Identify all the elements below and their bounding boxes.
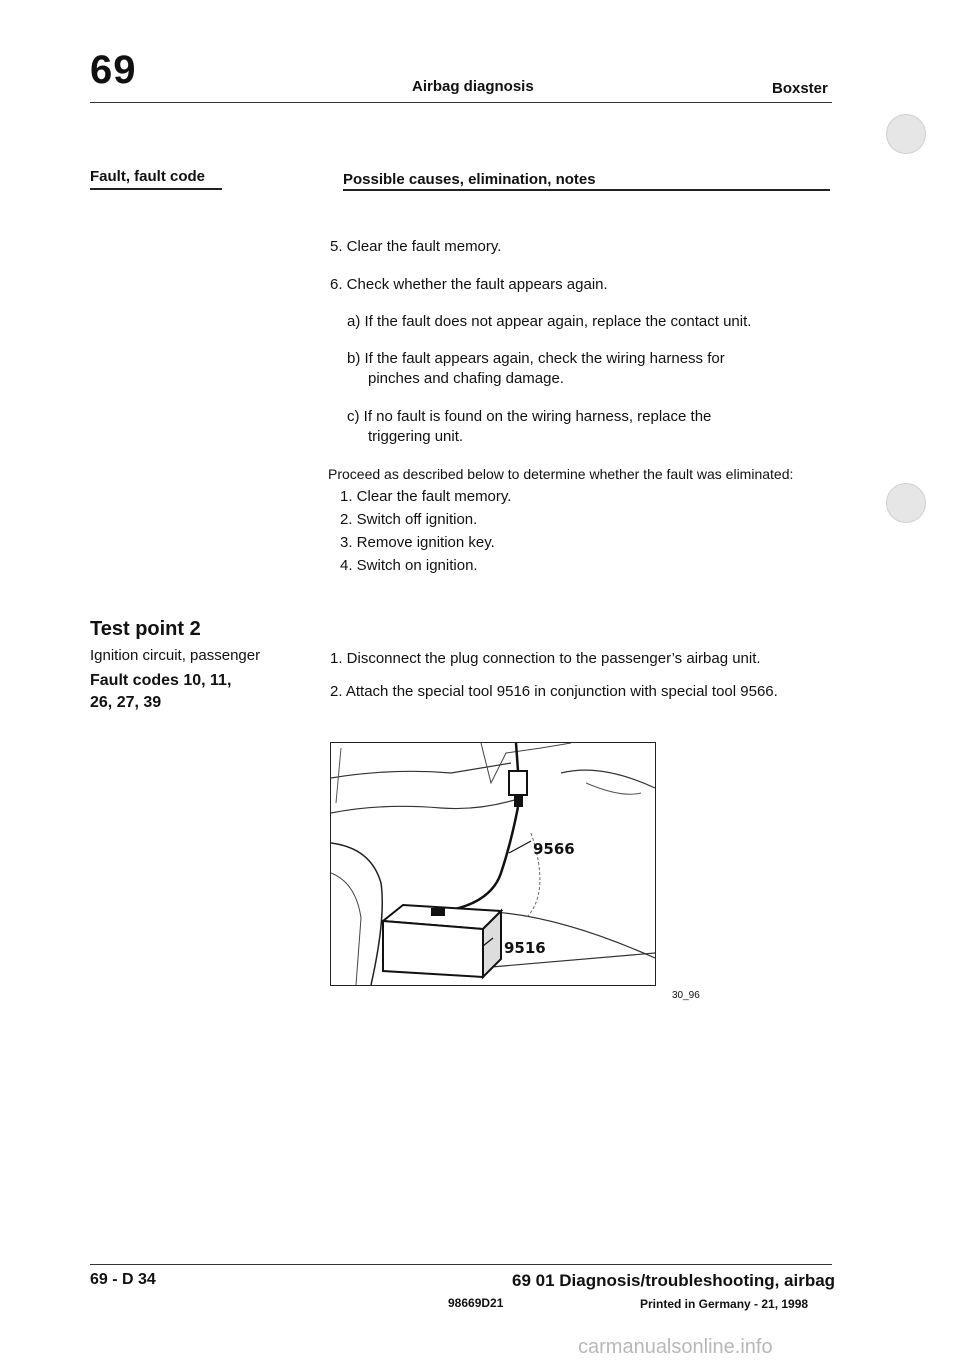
step-6: 6. Check whether the fault appears again. [330, 276, 608, 293]
label-9566: 9566 [533, 840, 575, 858]
test-step-2: 2. Attach the special tool 9516 in conjunction with special tool 9566. [330, 683, 778, 700]
footer-rule [90, 1264, 832, 1265]
page-number: 69 - D 34 [90, 1271, 156, 1288]
step-5: 5. Clear the fault memory. [330, 238, 502, 255]
proceed-item-2: 2. Switch off ignition. [340, 511, 478, 528]
test-point-title: Test point 2 [90, 618, 201, 640]
page-title: Airbag diagnosis [412, 78, 534, 95]
chapter-number: 69 [90, 48, 137, 92]
proceed-item-1: 1. Clear the fault memory. [340, 488, 512, 505]
substep-c-line2: triggering unit. [368, 428, 464, 445]
fault-codes-line2: 26, 27, 39 [90, 694, 162, 711]
proceed-intro: Proceed as described below to determine whether the fault was eliminated: [328, 466, 794, 482]
test-step-1: 1. Disconnect the plug connection to the passenger’s airbag unit. [330, 650, 761, 667]
column-rule-right [343, 189, 830, 191]
punch-hole-middle [886, 483, 926, 523]
section-title: 69 01 Diagnosis/troubleshooting, airbag [512, 1271, 836, 1290]
substep-c-line1: c) If no fault is found on the wiring harness, replace the [347, 408, 712, 425]
watermark: carmanualsonline.info [578, 1336, 773, 1358]
model-name: Boxster [772, 80, 828, 97]
substep-b-line2: pinches and chafing damage. [368, 370, 564, 387]
label-9516: 9516 [504, 939, 546, 957]
fault-codes [90, 670, 231, 714]
column-rule-left [90, 188, 222, 190]
substep-a: a) If the fault does not appear again, replace the contact unit. [347, 313, 752, 330]
figure-caption: 30_96 [672, 990, 700, 1001]
document-code: 98669D21 [448, 1296, 504, 1310]
proceed-item-3: 3. Remove ignition key. [340, 534, 495, 551]
substep-b-line1: b) If the fault appears again, check the wiring harness for [347, 350, 725, 367]
test-point-subtitle: Ignition circuit, passenger [90, 647, 261, 664]
header-rule [90, 102, 832, 103]
column-header-causes: Possible causes, elimination, notes [343, 171, 596, 188]
tool-illustration [330, 742, 656, 986]
column-header-fault: Fault, fault code [90, 168, 206, 185]
punch-hole-top [886, 114, 926, 154]
print-info: Printed in Germany - 21, 1998 [640, 1297, 809, 1311]
tool-drawing [331, 743, 655, 985]
proceed-item-4: 4. Switch on ignition. [340, 557, 478, 574]
fault-codes-line1: Fault codes 10, 11, [90, 672, 232, 689]
